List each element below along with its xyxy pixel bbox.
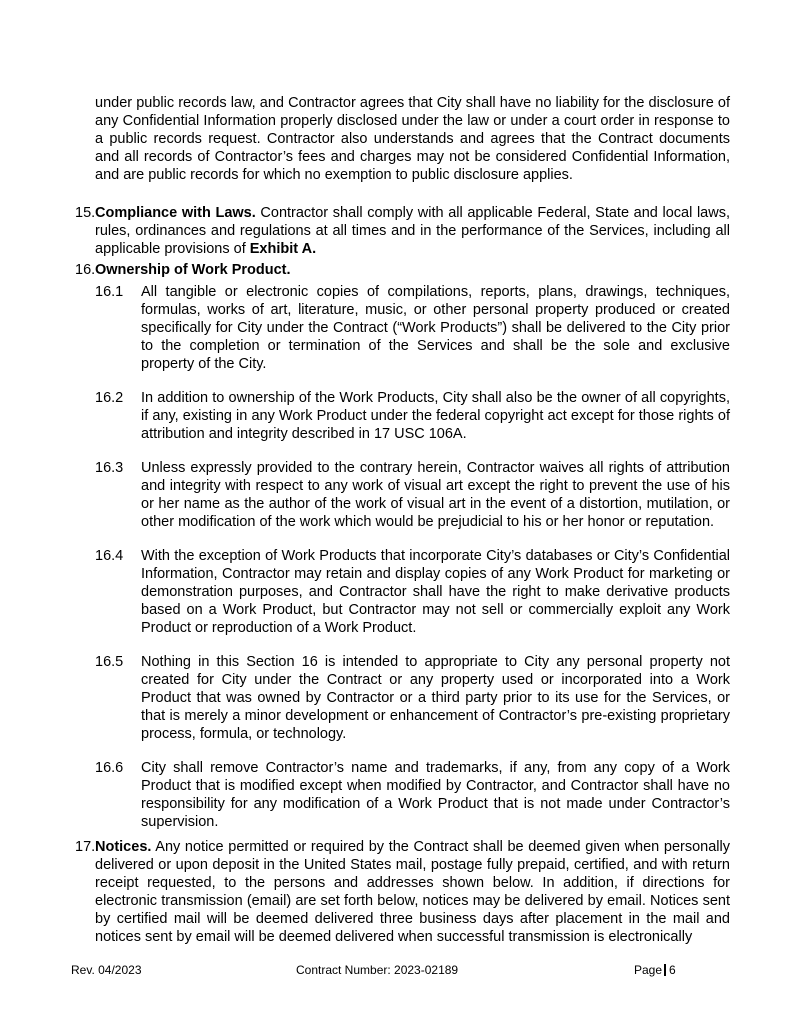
subsection-16-4: [95, 547, 730, 637]
section-17: [75, 838, 730, 946]
section-number: 16.: [75, 262, 96, 278]
section-16-heading: [75, 261, 730, 279]
subsection-16-2: [95, 389, 730, 443]
subsection-number: 16.6: [95, 760, 124, 776]
subsection-16-1: [95, 283, 730, 373]
subsection-16-3: [95, 459, 730, 531]
page-indicator: [634, 961, 676, 979]
section-number: 17.: [75, 839, 96, 855]
subsection-number: 16.3: [95, 460, 124, 476]
subsection-text: Nothing in this Section 16 is intended to appropriate to City any personal property not created for City under the Contract or any property used or incorporated into a Work Product that was owned by Contractor or a third party prior to its use for the Services, or that is merely a minor development or enhancement of Contractor’s pre-existing proprietary process, formula, or technology.: [141, 654, 730, 742]
section-number: 15.: [75, 205, 96, 221]
subsection-16-6: [95, 759, 730, 831]
page-separator: [664, 964, 666, 976]
exhibit-reference: Exhibit A.: [249, 241, 317, 257]
subsection-number: 16.2: [95, 390, 124, 406]
revision-label: Rev. 04/2023: [71, 963, 142, 977]
subsection-text: City shall remove Contractor’s name and trademarks, if any, from any copy of a Work Product that is modified except when modified by Contractor, and Contractor shall have no responsibility for any modification of a Work Product that is not made under Contractor’s supervision.: [141, 760, 730, 830]
section-text: Any notice permitted or required by the Contract shall be deemed given when personally delivered or upon deposit in the United States mail, postage fully prepaid, certified, and with return receipt requested, to the persons and addresses shown below. In addition, if directions for electronic transmission (email) are set forth below, notices may be delivered by email. Notices sent by certified mail will be deemed delivered three business days after placement in the mail and notices sent by email will be deemed delivered when successful transmission is electronically: [95, 839, 730, 945]
section-15: [75, 204, 730, 258]
subsection-16-5: [95, 653, 730, 743]
subsection-number: 16.5: [95, 654, 124, 670]
page-label: Page: [634, 963, 663, 977]
subsection-text: With the exception of Work Products that incorporate City’s databases or City’s Confidential Information, Contractor may retain and display copies of any Work Product for marketing or demonstration purposes, and Contractor shall have the right to make derivative products based on a Work Product, but Contractor may not sell or commercially exploit any Work Product or reproduction of a Work Product.: [141, 548, 730, 636]
contract-number: Contract Number: 2023-02189: [296, 963, 459, 977]
page-number: 6: [669, 963, 676, 977]
section-title: Compliance with Laws.: [95, 205, 256, 221]
subsection-number: 16.1: [95, 284, 124, 300]
continuation-paragraph: under public records law, and Contractor agrees that City shall have no liability for the disclosure of any Confidential Information properly disclosed under the law or under a court order in response to a public records request. Contractor also understands and agrees that the Contract documents and all records of Contractor’s fees and charges may not be considered Confidential Information, and are public records for which no exemption to public disclosure applies.: [95, 95, 730, 183]
section-title: Notices.: [95, 839, 152, 855]
subsection-text: In addition to ownership of the Work Products, City shall also be the owner of all copyrights, if any, existing in any Work Product under the federal copyright act except for those rights of attribution and integrity described in 17 USC 106A.: [141, 390, 730, 442]
subsection-text: All tangible or electronic copies of compilations, reports, plans, drawings, techniques, formulas, works of art, literature, music, or other personal property produced or created specifically for City under the Contract (“Work Products”) shall be delivered to the City prior to the completion or termination of the Services and shall be the sole and exclusive property of the City.: [141, 284, 730, 372]
section-title: Ownership of Work Product.: [95, 262, 291, 278]
subsection-number: 16.4: [95, 548, 124, 564]
subsection-text: Unless expressly provided to the contrary herein, Contractor waives all rights of attribution and integrity with respect to any work of visual art except the right to prevent the use of his or her name as the author of the work of visual art in the event of a distortion, mutilation, or other modification of the work which would be prejudicial to his or her honor or reputation.: [141, 460, 730, 530]
section-text: Contractor shall comply with all applicable Federal, State and local laws, rules, ordinances and regulations at all times and in the performance of the Services, including all applicable provisions of: [95, 205, 730, 257]
document-page: [0, 94, 800, 946]
